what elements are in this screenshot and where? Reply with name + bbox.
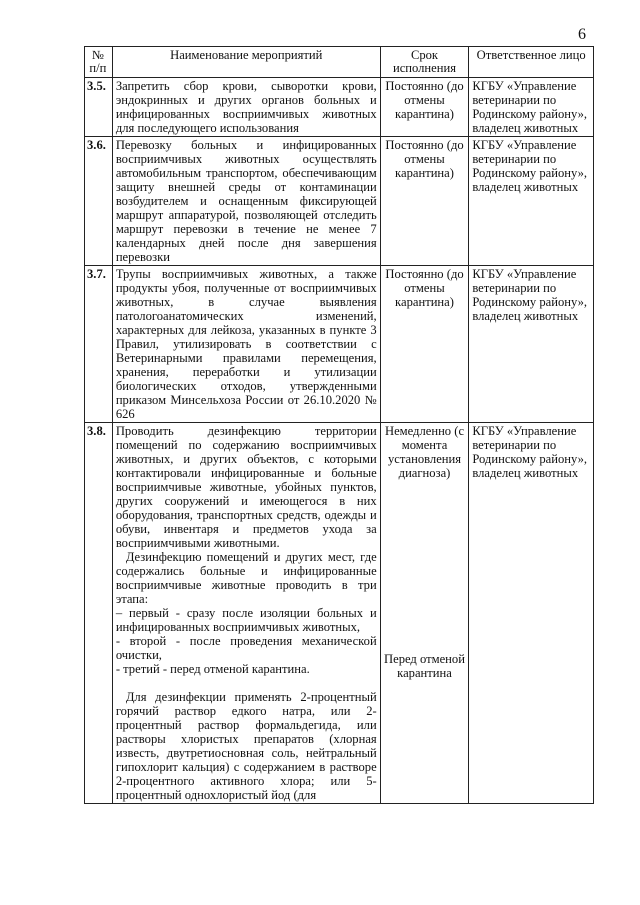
term-text-secondary: Перед отменой карантина [384, 652, 465, 680]
table-row [85, 137, 594, 266]
page-number: 6 [578, 26, 586, 43]
header-name: Наименование мероприятий [112, 47, 380, 78]
measure-description [112, 137, 380, 266]
measure-paragraph: - третий - перед отменой карантина. [115, 662, 310, 676]
measure-paragraph: – первый - сразу после изоляции больных и инфицированных восприимчивых животных, [115, 606, 377, 634]
measure-description [112, 266, 380, 423]
execution-term [380, 266, 469, 423]
header-term: Срок исполнения [380, 47, 469, 78]
row-number: 3.5. [85, 78, 113, 137]
term-text: Немедленно (с момента установления диагноза) [384, 424, 465, 480]
responsible-party: КГБУ «Управление ветеринарии по Родинскому району», владелец животных [469, 423, 594, 804]
responsible-party: КГБУ «Управление ветеринарии по Родинскому району», владелец животных [469, 78, 594, 137]
table-row [85, 423, 594, 804]
table-row [85, 78, 594, 137]
table-header-row [85, 47, 594, 78]
header-responsible: Ответственное лицо [469, 47, 594, 78]
measure-paragraph: Для дезинфекции применять 2-процентный горячий раствор едкого натра, или 2-процентный раствор формальдегида, или растворы хлористых препаратов (хлорная известь, двутретиосновная соль, нейтральный гипохлорит кальция) с содержанием в растворе 2-процентного активного хлора; или 5-процентный однохлористый йод (для [115, 690, 377, 802]
responsible-party: КГБУ «Управление ветеринарии по Родинскому району», владелец животных [469, 137, 594, 266]
execution-term [380, 423, 469, 804]
term-text: Постоянно (до отмены карантина) [385, 267, 464, 309]
row-number: 3.7. [85, 266, 113, 423]
measure-paragraph: Дезинфекцию помещений и других мест, где содержались больные и инфицированные восприимчивые животные проводить в три этапа: [115, 550, 377, 606]
row-number: 3.8. [85, 423, 113, 804]
table-row [85, 266, 594, 423]
row-number: 3.6. [85, 137, 113, 266]
term-text: Постоянно (до отмены карантина) [385, 138, 464, 180]
measure-paragraph: Проводить дезинфекцию территории помещений по содержанию восприимчивых животных, и других объектов, с которыми контактировали инфицированные и больные восприимчивые животные, убойных пунктов, других сооружений и имеющегося в них оборудования, транспортных средств, одежды и обуви, инвентаря и предметов ухода за восприимчивыми животными. [115, 424, 377, 550]
measure-paragraph: - второй - после проведения механической очистки, [115, 634, 377, 662]
measure-description [112, 78, 380, 137]
measure-paragraph: Запретить сбор крови, сыворотки крови, эндокринных и других органов больных и инфицированных восприимчивых животных для последующего использования [115, 79, 377, 135]
measure-paragraph: Перевозку больных и инфицированных восприимчивых животных осуществлять автомобильным транспортом, обеспечивающим защиту внешней среды от контаминации возбудителем и оснащенным фиксирующей маршрут аппаратурой, позволяющей отследить маршрут перевозки в течение не менее 7 календарных дней после дня завершения перевозки [115, 138, 377, 264]
measure-description [112, 423, 380, 804]
term-text: Постоянно (до отмены карантина) [385, 79, 464, 121]
execution-term [380, 78, 469, 137]
measures-table [84, 46, 594, 804]
execution-term [380, 137, 469, 266]
measure-paragraph: Трупы восприимчивых животных, а также продукты убоя, полученные от восприимчивых животных, в случае выявления патологоанатомических изменений, характерных для лейкоза, указанных в пункте 3 Правил, утилизировать в соответствии с Ветеринарными правилами перемещения, хранения, переработки и утилизации биологических отходов, утвержденными приказом Минсельхоза России от 26.10.2020 № 626 [115, 267, 377, 421]
responsible-party: КГБУ «Управление ветеринарии по Родинскому району», владелец животных [469, 266, 594, 423]
header-num: № п/п [85, 47, 113, 78]
